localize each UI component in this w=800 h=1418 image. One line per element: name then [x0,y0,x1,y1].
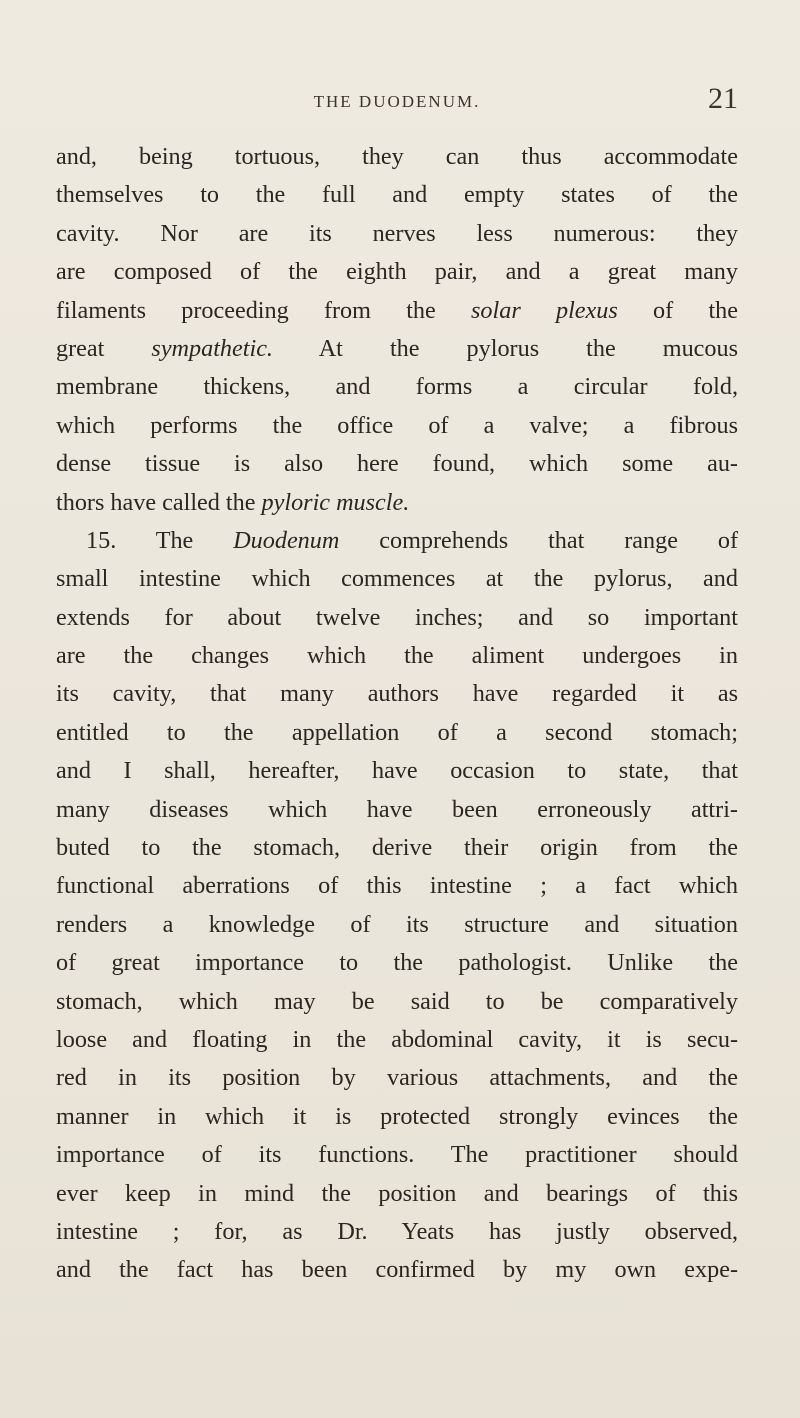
text-line: its cavity, that many authors have regarded it as [56,680,738,708]
text-line: red in its position by various attachments, and the [56,1064,738,1092]
italic-term: sympathetic. [151,334,273,362]
text-line: membrane thickens, and forms a circular fold, [56,373,738,401]
text-line: entitled to the appellation of a second stomach; [56,718,738,746]
paragraph-start-line: 15. The Duodenum comprehends that range of [86,526,739,554]
body-text [56,138,738,1290]
text-line: are composed of the eighth pair, and a great many [56,258,738,286]
text-line: which performs the office of a valve; a fibrous [56,411,738,439]
italic-term: solar plexus [471,296,618,324]
text-line: of great importance to the pathologist. Unlike the [56,949,738,977]
text-line: and, being tortuous, they can thus accommodate [56,143,738,170]
page-number: 21 [708,82,738,115]
text-line: functional aberrations of this intestine ; a fact which [56,872,738,900]
text-line: renders a knowledge of its structure and situation [56,910,738,938]
text-line: filaments proceeding from the solar plexus of the [56,296,738,324]
page-header [56,82,738,122]
text-line: thors have called the pyloric muscle. [56,488,410,516]
text-line: manner in which it is protected strongly evinces the [56,1102,738,1130]
text-line: importance of its functions. The practitioner should [56,1141,738,1169]
text-line: many diseases which have been erroneously attri- [56,795,738,823]
running-title: THE DUODENUM. [313,92,481,111]
text-line: extends for about twelve inches; and so important [56,603,738,631]
text-line: and the fact has been confirmed by my own expe- [56,1256,738,1284]
text-line: themselves to the full and empty states of the [56,181,738,209]
text-line: cavity. Nor are its nerves less numerous: they [56,219,738,247]
text-line: intestine ; for, as Dr. Yeats has justly observed, [56,1217,738,1245]
text-line: stomach, which may be said to be comparatively [56,987,738,1015]
text-line: ever keep in mind the position and bearings of this [56,1179,738,1207]
text-line: are the changes which the aliment undergoes in [56,642,738,670]
text-line: and I shall, hereafter, have occasion to state, that [56,757,738,785]
text-line: buted to the stomach, derive their origin from the [56,834,738,862]
text-line: great sympathetic. At the pylorus the mucous [56,334,739,362]
text-line: dense tissue is also here found, which some au- [56,450,738,478]
text-line: loose and floating in the abdominal cavity, it is secu- [56,1025,738,1053]
italic-term: pyloric muscle. [261,488,410,516]
italic-term: Duodenum [233,526,340,554]
text-line: small intestine which commences at the pylorus, and [56,565,738,593]
